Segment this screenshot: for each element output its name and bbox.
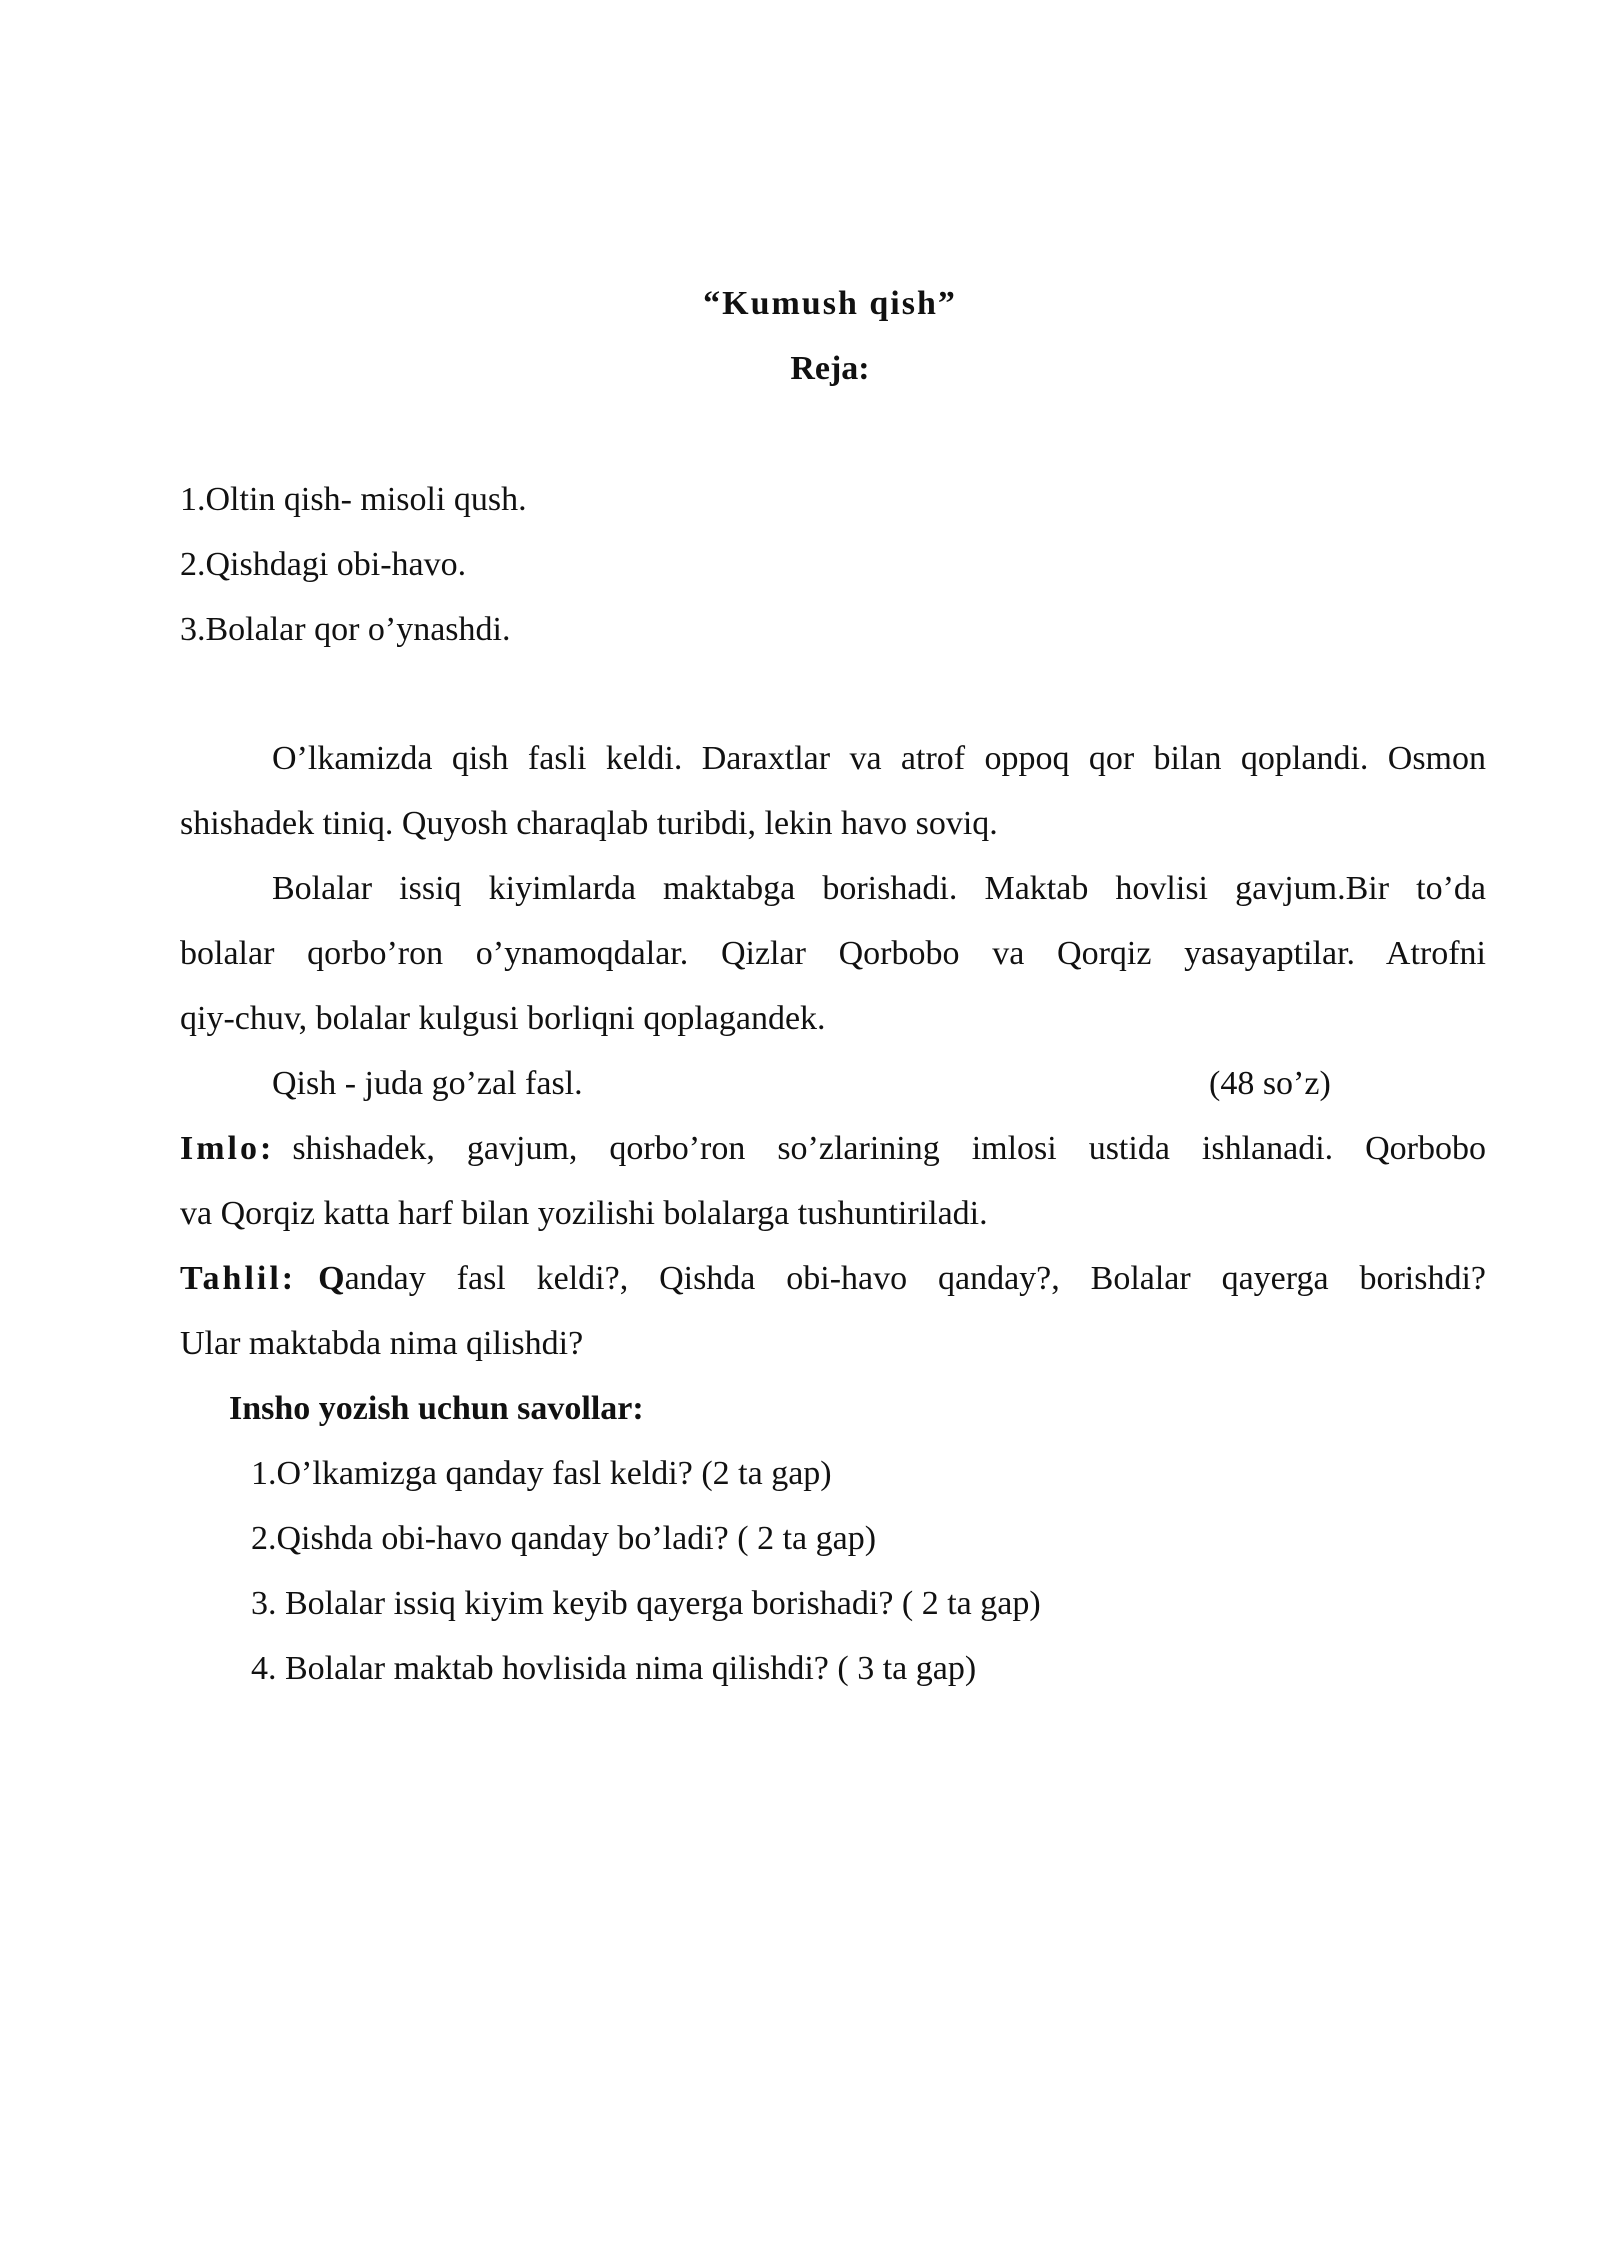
- tahlil-label: Tahlil:: [180, 1260, 297, 1297]
- tahlil-first-letter: Q: [318, 1260, 345, 1297]
- plan-item-1: 1.Oltin qish- misoli qush.: [180, 481, 527, 518]
- tahlil-line-2: Ular maktabda nima qilishdi?: [180, 1325, 584, 1362]
- paragraph-2-line-3: qiy-chuv, bolalar kulgusi borliqni qoplagandek.: [180, 1000, 826, 1037]
- word-count: (48 so’z): [1209, 1065, 1331, 1102]
- document-title: “Kumush qish”: [703, 285, 957, 322]
- imlo-label: Imlo:: [180, 1130, 275, 1167]
- imlo-text-1: shishadek, gavjum, qorbo’ron so’zlarining imlosi ustida ishlanadi. Qorbobo: [292, 1130, 1486, 1167]
- tahlil-line-1: [180, 1259, 1486, 1299]
- paragraph-1-line-1: O’lkamizda qish fasli keldi. Daraxtlar va atrof oppoq qor bilan qoplandi. Osmon: [272, 740, 1486, 777]
- insho-question-2: 2.Qishda obi-havo qanday bo’ladi? ( 2 ta gap): [251, 1520, 877, 1557]
- insho-question-3: 3. Bolalar issiq kiyim keyib qayerga borishadi? ( 2 ta gap): [251, 1585, 1041, 1622]
- insho-heading: Insho yozish uchun savollar:: [229, 1390, 644, 1427]
- tahlil-text-1: anday fasl keldi?, Qishda obi-havo qanday?, Bolalar qayerga borishdi?: [344, 1260, 1486, 1297]
- plan-item-3: 3.Bolalar qor o’ynashdi.: [180, 611, 511, 648]
- plan-heading: Reja:: [790, 350, 870, 387]
- insho-question-4: 4. Bolalar maktab hovlisida nima qilishdi? ( 3 ta gap): [251, 1650, 977, 1687]
- paragraph-1-line-2: shishadek tiniq. Quyosh charaqlab turibdi, lekin havo soviq.: [180, 805, 998, 842]
- plan-item-2: 2.Qishdagi obi-havo.: [180, 546, 467, 583]
- paragraph-3-line-1: Qish - juda go’zal fasl.: [272, 1065, 583, 1102]
- imlo-line-1: [180, 1129, 1486, 1169]
- insho-question-1: 1.O’lkamizga qanday fasl keldi? (2 ta gap): [251, 1455, 832, 1492]
- paragraph-2-line-1: Bolalar issiq kiyimlarda maktabga borishadi. Maktab hovlisi gavjum.Bir to’da: [272, 870, 1486, 907]
- paragraph-2-line-2: bolalar qorbo’ron o’ynamoqdalar. Qizlar Qorbobo va Qorqiz yasayaptilar. Atrofni: [180, 935, 1486, 972]
- imlo-line-2: va Qorqiz katta harf bilan yozilishi bolalarga tushuntiriladi.: [180, 1195, 988, 1232]
